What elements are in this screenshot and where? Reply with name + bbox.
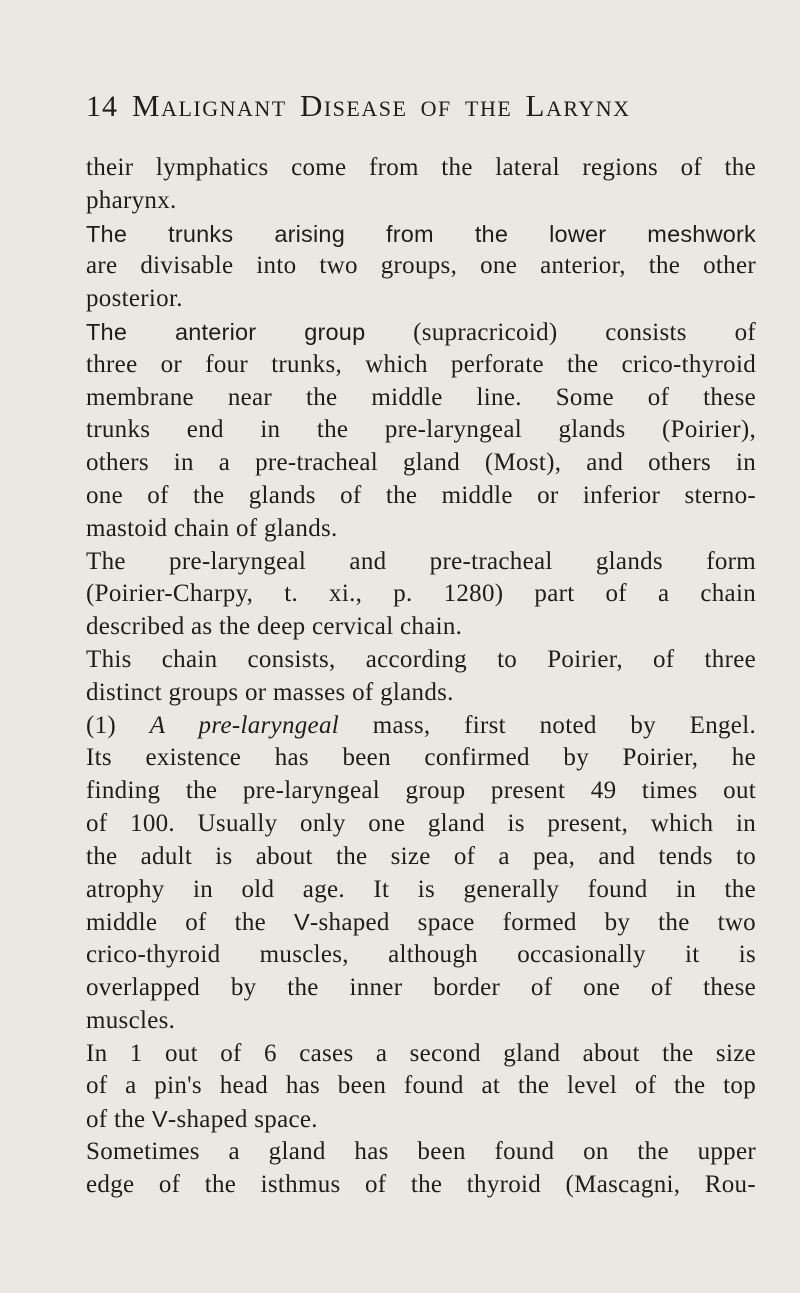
text-line: trunks end in the pre-laryngeal glands (Poirier), <box>86 416 756 444</box>
text-line: muscles. <box>86 1006 176 1034</box>
text-line: The trunks arising from the lower meshwork <box>86 220 756 247</box>
text-line: finding the pre-laryngeal group present 49 times out <box>86 777 756 805</box>
text-line: The anterior group (supracricoid) consists of <box>86 318 757 346</box>
body-text <box>86 152 756 1202</box>
running-title: Malignant Disease of the Larynx <box>132 88 631 123</box>
text-line: middle of the V-shaped space formed by the two <box>86 909 756 937</box>
text-line: the adult is about the size of a pea, and tends to <box>86 842 756 870</box>
text-line: Its existence has been confirmed by Poirier, he <box>86 744 756 772</box>
text-line: their lymphatics come from the lateral regions of the <box>86 154 756 181</box>
text-line: described as the deep cervical chain. <box>86 613 463 641</box>
text-line: one of the glands of the middle or inferior sterno- <box>86 481 756 509</box>
page-header <box>86 88 746 130</box>
text-line: membrane near the middle line. Some of these <box>86 383 756 411</box>
text-line: mastoid chain of glands. <box>86 514 338 542</box>
page-number: 14 <box>86 90 118 123</box>
text-line: distinct groups or masses of glands. <box>86 678 454 706</box>
text-line: (1) A pre-laryngeal mass, first noted by Engel. <box>86 711 756 739</box>
text-line: of a pin's head has been found at the level of the top <box>86 1072 756 1100</box>
text-line: of 100. Usually only one gland is present, which in <box>86 809 756 837</box>
text-line: This chain consists, according to Poirier, of three <box>86 645 756 673</box>
text-line: are divisable into two groups, one anterior, the other <box>86 252 756 280</box>
text-line: three or four trunks, which perforate the crico-thyroid <box>86 350 756 378</box>
text-line: posterior. <box>86 285 183 313</box>
text-line: crico-thyroid muscles, although occasionally it is <box>86 941 756 969</box>
text-line: The pre-laryngeal and pre-tracheal glands form <box>86 547 756 575</box>
text-line: overlapped by the inner border of one of these <box>86 973 756 1001</box>
text-line: others in a pre-tracheal gland (Most), and others in <box>86 449 756 477</box>
text-line: (Poirier-Charpy, t. xi., p. 1280) part of a chain <box>86 580 756 608</box>
text-line: of the V-shaped space. <box>86 1106 318 1134</box>
text-line: atrophy in old age. It is generally found in the <box>86 875 756 903</box>
text-line: edge of the isthmus of the thyroid (Mascagni, Rou- <box>86 1170 756 1198</box>
text-line: In 1 out of 6 cases a second gland about the size <box>86 1039 756 1067</box>
text-line: Sometimes a gland has been found on the upper <box>86 1137 756 1165</box>
text-line: pharynx. <box>86 186 177 214</box>
